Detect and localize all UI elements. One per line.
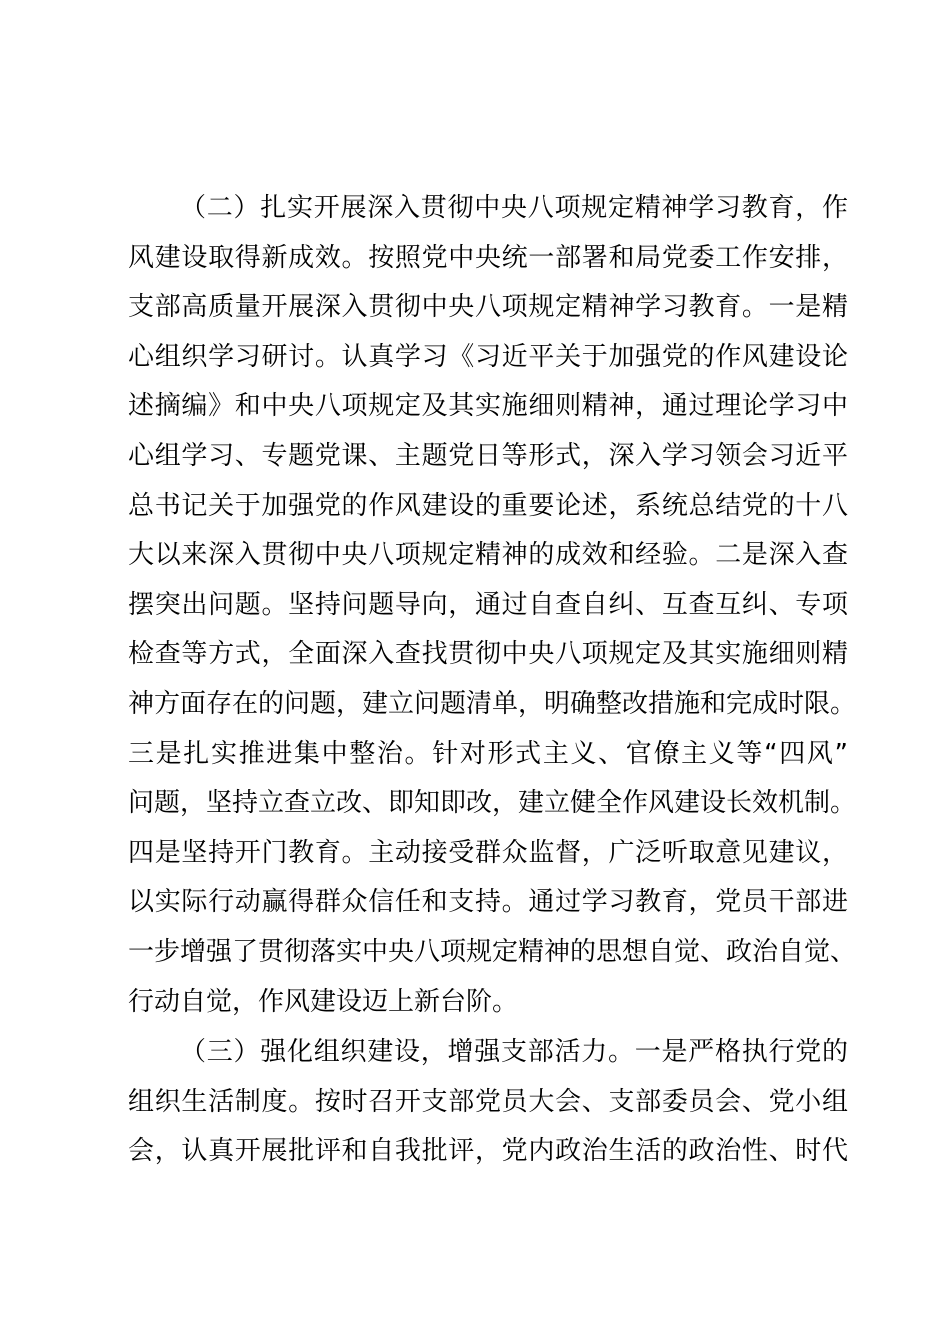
text-line-last: 行动自觉，作风建设迈上新台阶。	[128, 986, 519, 1017]
text-line: 三是扎实推进集中整治。针对形式主义、官僚主义等“四风”	[128, 738, 848, 769]
paragraph-section-2	[128, 184, 857, 1027]
text-line: 述摘编》和中央八项规定及其实施细则精神，通过理论学习中	[128, 391, 848, 422]
paragraph-section-3	[128, 1028, 848, 1177]
text-line: 支部高质量开展深入贯彻中央八项规定精神学习教育。一是精	[128, 292, 848, 323]
text-line: 风建设取得新成效。按照党中央统一部署和局党委工作安排，	[128, 242, 848, 273]
text-line: 摆突出问题。坚持问题导向，通过自查自纠、互查互纠、专项	[128, 589, 848, 620]
text-line: 大以来深入贯彻中央八项规定精神的成效和经验。二是深入查	[128, 540, 848, 571]
text-line: 问题，坚持立查立改、即知即改，建立健全作风建设长效机制。	[128, 788, 857, 819]
text-line: 总书记关于加强党的作风建设的重要论述，系统总结党的十八	[128, 490, 848, 521]
text-line: 以实际行动赢得群众信任和支持。通过学习教育，党员干部进	[128, 887, 848, 918]
text-line: 检查等方式，全面深入查找贯彻中央八项规定及其实施细则精	[128, 639, 848, 670]
text-line: 一步增强了贯彻落实中央八项规定精神的思想自觉、政治自觉、	[128, 936, 857, 967]
text-line: 心组学习、专题党课、主题党日等形式，深入学习领会习近平	[128, 440, 848, 471]
text-line: 会，认真开展批评和自我批评，党内政治生活的政治性、时代	[128, 1136, 848, 1167]
text-line: 四是坚持开门教育。主动接受群众监督，广泛听取意见建议，	[128, 837, 848, 868]
text-line: （二）扎实开展深入贯彻中央八项规定精神学习教育，作	[180, 193, 848, 223]
text-line: （三）强化组织建设，增强支部活力。一是严格执行党的	[180, 1037, 848, 1067]
text-line: 神方面存在的问题，建立问题清单，明确整改措施和完成时限。	[128, 688, 857, 719]
text-line: 心组织学习研讨。认真学习《习近平关于加强党的作风建设论	[128, 341, 848, 372]
text-line: 组织生活制度。按时召开支部党员大会、支部委员会、党小组	[128, 1086, 848, 1117]
